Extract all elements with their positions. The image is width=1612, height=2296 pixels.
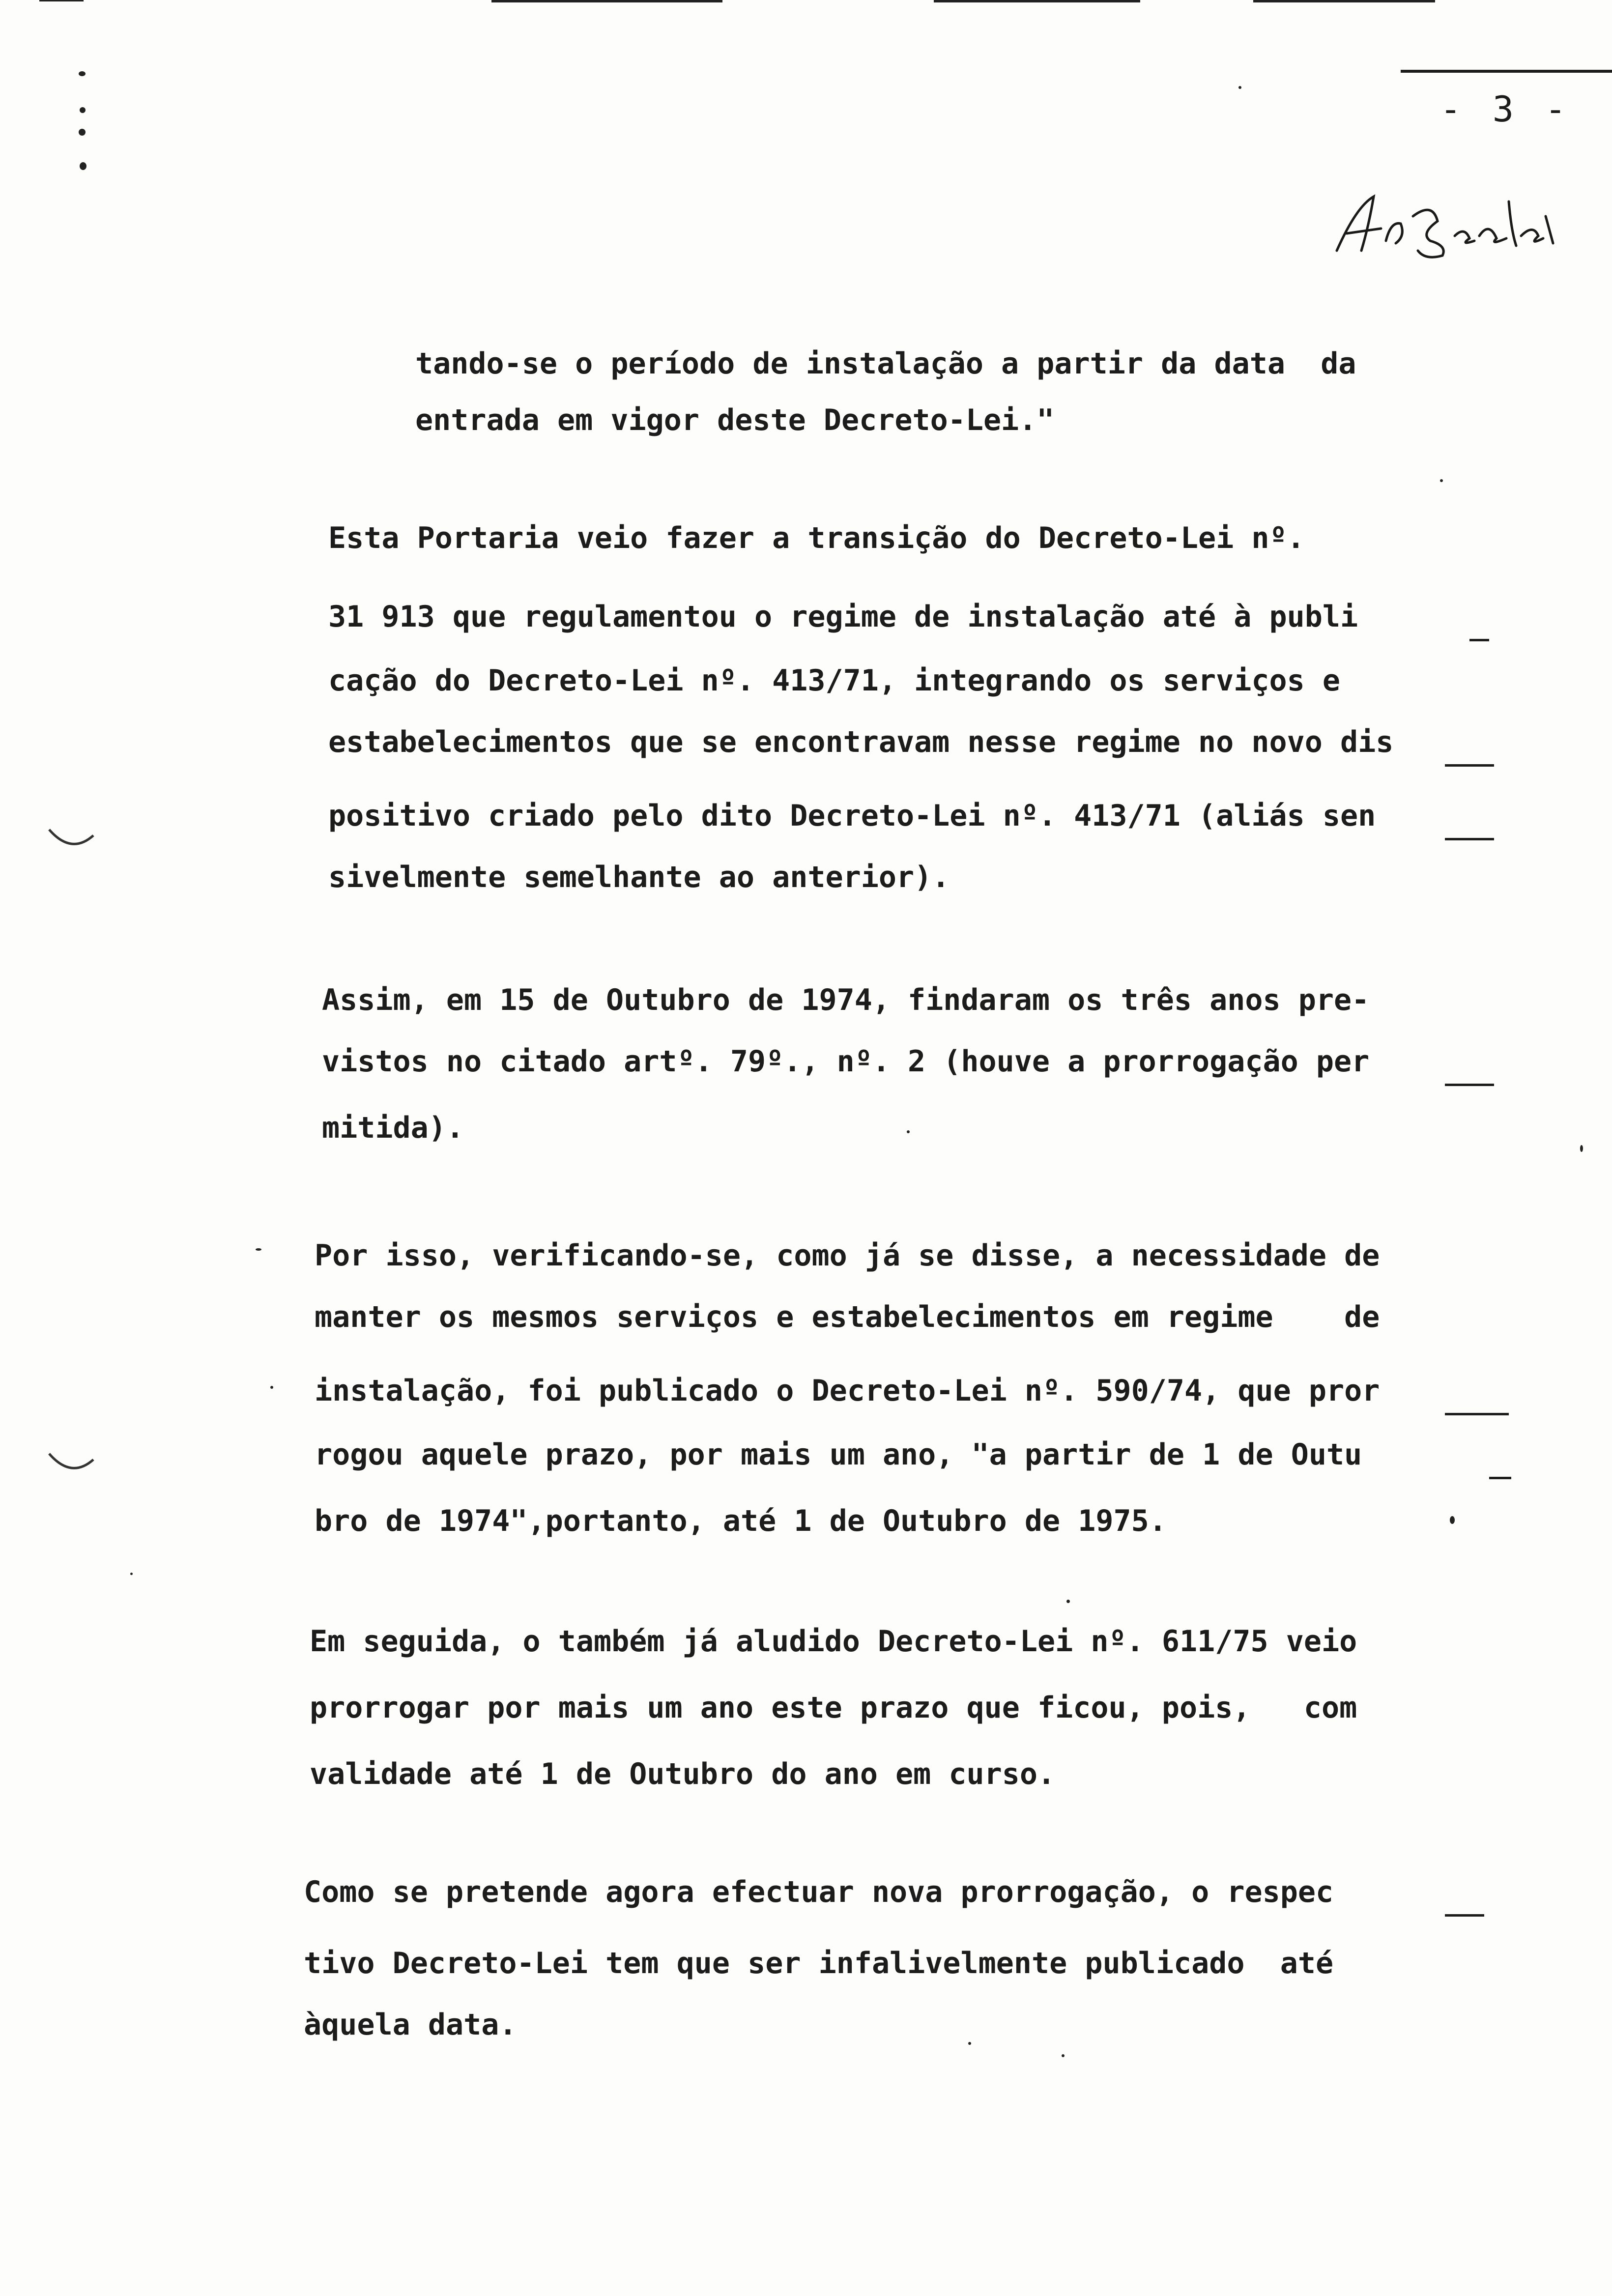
page-number-rule (1401, 70, 1612, 73)
paragraph-5-line-2: prorrogar por mais um ano este prazo que ficou, pois, com (310, 1691, 1357, 1725)
paragraph-4-line-2: manter os mesmos serviços e estabelecimentos em regime de (315, 1300, 1380, 1334)
scan-speck (1062, 2054, 1065, 2057)
paragraph-6-line-3: àquela data. (304, 2008, 517, 2042)
hyphenation-underline (1445, 1413, 1509, 1415)
paragraph-3-line-2: vistos no citado artº. 79º., nº. 2 (houve a prorrogação per (322, 1044, 1370, 1079)
paragraph-4-line-1: Por isso, verificando-se, como já se disse, a necessidade de (315, 1238, 1380, 1273)
scan-speck (907, 1130, 910, 1133)
paragraph-5-line-3: validade até 1 de Outubro do ano em curso. (310, 1757, 1056, 1791)
hyphenation-underline (1489, 1477, 1511, 1479)
paragraph-1-line-2: entrada em vigor deste Decreto-Lei." (415, 403, 1055, 437)
margin-curve-mark (44, 1450, 98, 1484)
scan-speck (130, 1573, 133, 1575)
paragraph-3-line-1: Assim, em 15 de Outubro de 1974, findaram os três anos pre- (322, 983, 1370, 1017)
margin-dot (80, 107, 86, 113)
scan-speck (968, 2042, 971, 2045)
paragraph-4-line-4: rogou aquele prazo, por mais um ano, "a partir de 1 de Outu (315, 1437, 1362, 1472)
page-number: - 3 - (1440, 88, 1571, 130)
hyphenation-underline (1445, 764, 1494, 767)
paragraph-4-line-5: bro de 1974",portanto, até 1 de Outubro de 1975. (315, 1504, 1167, 1538)
hyphenation-underline (1469, 639, 1489, 641)
margin-dot (80, 162, 86, 170)
top-edge-rule (1253, 0, 1435, 2)
paragraph-5-line-1: Em seguida, o também já aludido Decreto-Lei nº. 611/75 veio (310, 1624, 1357, 1659)
paragraph-6-line-2: tivo Decreto-Lei tem que ser infalivelmente publicado até (304, 1946, 1334, 1980)
scan-speck (1066, 1600, 1070, 1603)
scan-speck (1580, 1145, 1583, 1152)
paragraph-6-line-1: Como se pretende agora efectuar nova prorrogação, o respec (304, 1875, 1334, 1909)
handwritten-signature (1327, 187, 1558, 265)
hyphenation-underline (1445, 1914, 1484, 1917)
paragraph-2-line-2: 31 913 que regulamentou o regime de instalação até à publi (328, 600, 1358, 634)
paragraph-1-line-1: tando-se o período de instalação a partir da data da (415, 346, 1356, 381)
top-edge-rule (934, 0, 1140, 2)
scan-speck (256, 1248, 261, 1251)
paragraph-2-line-6: sivelmente semelhante ao anterior). (328, 860, 950, 894)
top-edge-rule (491, 0, 722, 2)
scan-speck (1440, 479, 1443, 482)
paragraph-3-line-3: mitida). (322, 1111, 464, 1145)
margin-curve-mark (44, 826, 98, 860)
hyphenation-underline (1445, 838, 1494, 840)
paragraph-4-line-3: instalação, foi publicado o Decreto-Lei nº. 590/74, que pror (315, 1374, 1380, 1408)
margin-dot (79, 129, 86, 136)
paragraph-2-line-5: positivo criado pelo dito Decreto-Lei nº. 413/71 (aliás sen (328, 799, 1376, 833)
margin-dot (79, 71, 86, 76)
scan-speck (1238, 86, 1241, 89)
scan-speck (270, 1386, 273, 1389)
scan-speck (1450, 1516, 1455, 1524)
paragraph-2-line-4: estabelecimentos que se encontravam nesse regime no novo dis (328, 725, 1394, 759)
top-edge-rule (39, 0, 84, 1)
paragraph-2-line-3: cação do Decreto-Lei nº. 413/71, integrando os serviços e (328, 663, 1341, 698)
paragraph-2-line-1: Esta Portaria veio fazer a transição do Decreto-Lei nº. (328, 521, 1305, 555)
hyphenation-underline (1445, 1084, 1494, 1086)
